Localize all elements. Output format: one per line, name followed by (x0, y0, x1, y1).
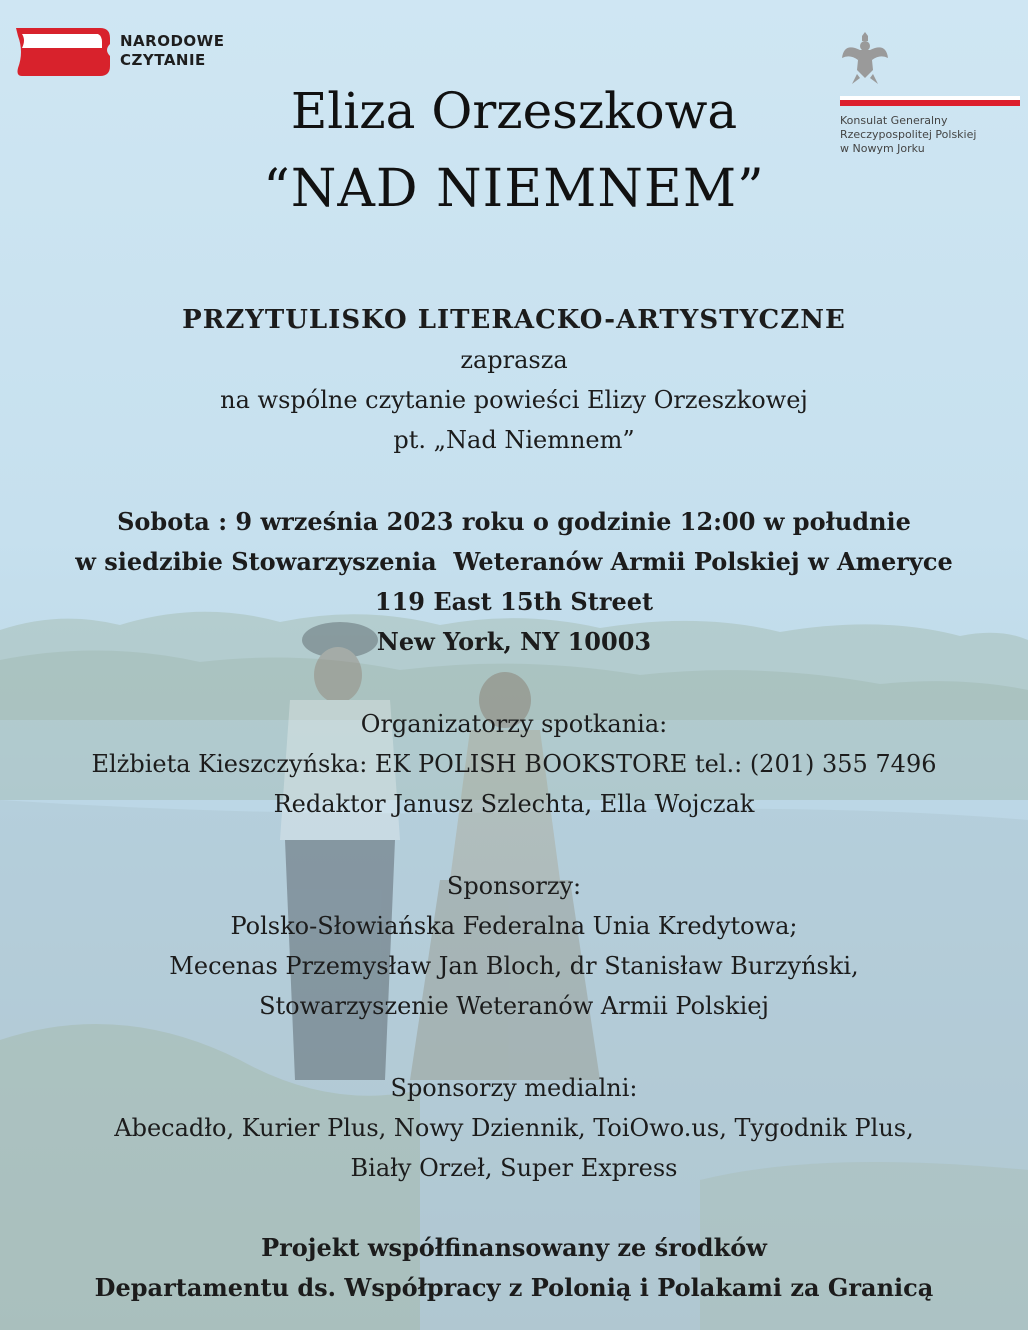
consulate-line-1: Konsulat Generalny (840, 114, 948, 127)
work-title: “NAD NIEMNEM” (263, 159, 765, 219)
author-title: Eliza Orzeszkowa (290, 82, 738, 140)
media-sponsors-block (0, 1068, 1028, 1188)
media-sponsors-heading: Sponsorzy medialni: (390, 1074, 638, 1102)
funding-note (0, 1228, 1028, 1308)
sponsors-line-2: Mecenas Przemysław Jan Bloch, dr Stanisław Burzyński, (169, 952, 859, 980)
eagle-emblem-icon (840, 32, 890, 86)
sponsors-heading: Sponsorzy: (446, 872, 582, 900)
media-sponsors-line-2: Biały Orzeł, Super Express (350, 1154, 678, 1182)
event-venue: w siedzibie Stowarzyszenia Weteranów Armii Polskiej w Ameryce (75, 547, 953, 576)
logo-wordmark (120, 32, 224, 70)
consulate-line-3: w Nowym Jorku (840, 142, 925, 155)
sponsors-block (0, 866, 1028, 1026)
organizers-block (0, 704, 1028, 824)
sponsors-line-3: Stowarzyszenie Weteranów Armii Polskiej (259, 992, 769, 1020)
organizers-line-2: Redaktor Janusz Szlechta, Ella Wojczak (273, 790, 755, 818)
invitation-line-1: zaprasza (460, 346, 568, 374)
media-sponsors-line-1: Abecadło, Kurier Plus, Nowy Dziennik, ToiOwo.us, Tygodnik Plus, (114, 1114, 914, 1142)
inviter-name: PRZYTULISKO LITERACKO-ARTYSTYCZNE (182, 305, 846, 335)
organizers-line-1: Elżbieta Kieszczyńska: EK POLISH BOOKSTORE tel.: (201) 355 7496 (91, 750, 937, 778)
funding-line-2: Departamentu ds. Współpracy z Polonią i Polakami za Granicą (94, 1273, 934, 1302)
event-datetime: Sobota : 9 września 2023 roku o godzinie 12:00 w południe (117, 507, 911, 536)
organizers-heading: Organizatorzy spotkania: (360, 710, 668, 738)
event-street: 119 East 15th Street (374, 587, 654, 616)
logo-line-2: CZYTANIE (120, 51, 206, 69)
invitation-line-3: pt. „Nad Niemnem” (393, 426, 635, 454)
event-details (0, 502, 1028, 662)
invitation-line-2: na wspólne czytanie powieści Elizy Orzeszkowej (220, 386, 808, 414)
sponsors-line-1: Polsko-Słowiańska Federalna Unia Kredytowa; (230, 912, 798, 940)
funding-line-1: Projekt współfinansowany ze środków (261, 1233, 767, 1262)
logo-line-1: NARODOWE (120, 32, 225, 50)
invitation-block (0, 300, 1028, 460)
consulate-line-2: Rzeczypospolitej Polskiej (840, 128, 977, 141)
event-city: New York, NY 10003 (376, 627, 652, 656)
